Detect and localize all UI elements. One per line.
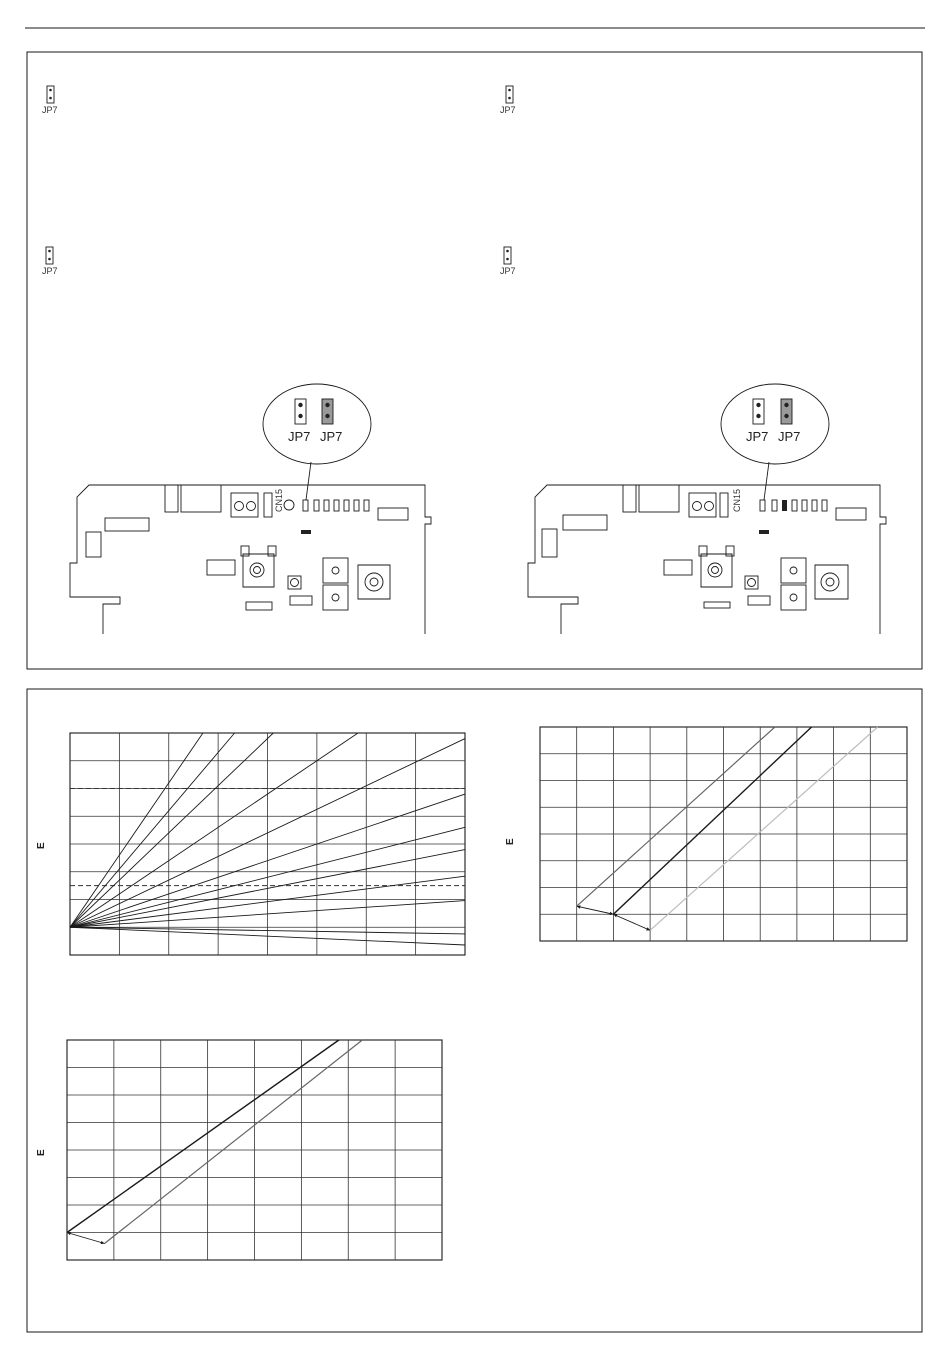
chart-2-ylabel: E: [505, 838, 516, 845]
chart-3-curve-1: [67, 1040, 339, 1233]
jumper-icon-panel-3: [42, 247, 58, 276]
chart-3-shift-arrow: [67, 1233, 105, 1244]
chart-2-shift-arrow: [613, 914, 650, 930]
jumper-label: JP7: [42, 105, 58, 115]
top-section-frame: [27, 52, 922, 669]
jumper-icon-panel-4: [500, 247, 516, 276]
jumper-label: JP7: [500, 266, 516, 276]
callout-label: JP7: [288, 429, 311, 444]
callout-label: JP7: [320, 429, 343, 444]
jumper-label: JP7: [500, 105, 516, 115]
bottom-section-frame: [27, 689, 922, 1332]
control-board-right: [528, 485, 886, 634]
chart-1-ylabel: E: [36, 842, 47, 849]
chart-2-shift-arrow: [577, 906, 614, 914]
chart-2-curve-2: [613, 727, 811, 914]
jumper-icon-panel-1: [42, 86, 58, 115]
chart-2: [540, 727, 907, 941]
control-board-left: [70, 485, 431, 634]
callout-label: JP7: [746, 429, 769, 444]
chart-1-curve: [70, 733, 203, 927]
chart-3-curve-2: [105, 1040, 363, 1244]
connector-label: CN15: [274, 488, 284, 512]
chart-1: [70, 733, 465, 955]
chart-2-curve-3: [650, 727, 878, 930]
jumper-callout-right: [721, 384, 829, 500]
chart-1-curve: [70, 733, 235, 927]
connector-label: CN15: [732, 488, 742, 512]
jumper-icon-panel-2: [500, 86, 516, 115]
chart-1-curve: [70, 733, 358, 927]
chart-2-arrow-head: [610, 912, 614, 915]
jumper-label: JP7: [42, 266, 58, 276]
chart-3: [67, 1040, 442, 1260]
chart-3-ylabel: E: [36, 1149, 47, 1156]
chart-1-curve: [70, 733, 273, 927]
jumper-callout-left: [263, 384, 371, 500]
callout-label: JP7: [778, 429, 801, 444]
